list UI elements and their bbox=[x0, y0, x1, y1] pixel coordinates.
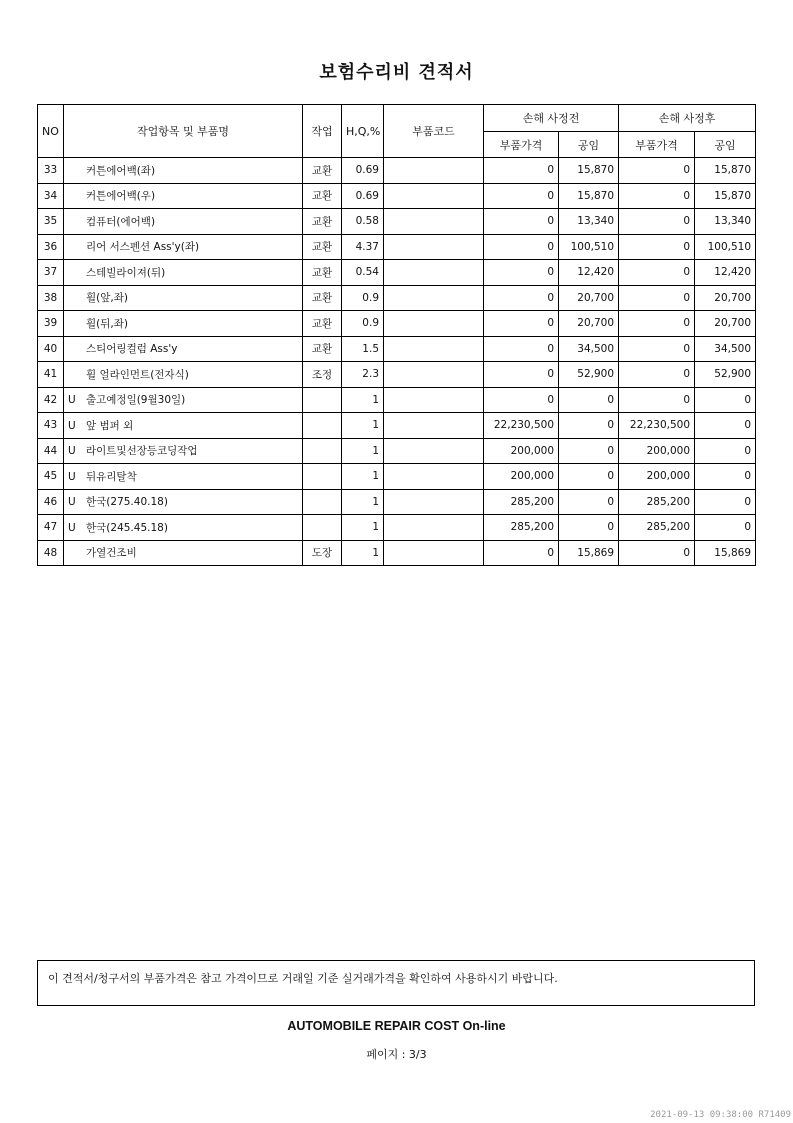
cell-after-labor: 13,340 bbox=[695, 209, 756, 235]
cell-item-name bbox=[64, 362, 303, 388]
cell-after-labor: 0 bbox=[695, 489, 756, 515]
cell-after-part-price: 200,000 bbox=[619, 464, 695, 490]
cell-hq: 1.5 bbox=[342, 336, 384, 362]
cell-item-name bbox=[64, 438, 303, 464]
cell-item-label: 휠 얼라인먼트(전자식) bbox=[86, 368, 189, 381]
cell-part-code bbox=[384, 438, 484, 464]
cell-before-labor: 12,420 bbox=[559, 260, 619, 286]
table-row bbox=[38, 336, 756, 362]
cell-work bbox=[303, 489, 342, 515]
cell-after-part-price: 0 bbox=[619, 209, 695, 235]
cell-no: 33 bbox=[38, 158, 64, 184]
table-row bbox=[38, 158, 756, 184]
estimate-rows bbox=[38, 158, 756, 566]
cell-before-labor: 52,900 bbox=[559, 362, 619, 388]
header-before-labor: 공임 bbox=[559, 132, 619, 158]
cell-before-part-price: 0 bbox=[484, 183, 559, 209]
cell-no: 43 bbox=[38, 413, 64, 439]
cell-after-part-price: 0 bbox=[619, 260, 695, 286]
cell-before-labor: 0 bbox=[559, 438, 619, 464]
cell-part-code bbox=[384, 489, 484, 515]
cell-before-part-price: 22,230,500 bbox=[484, 413, 559, 439]
cell-after-part-price: 0 bbox=[619, 336, 695, 362]
cell-part-code bbox=[384, 209, 484, 235]
cell-after-labor: 15,870 bbox=[695, 158, 756, 184]
footer-brand: AUTOMOBILE REPAIR COST On-line bbox=[287, 1019, 506, 1033]
cell-hq: 2.3 bbox=[342, 362, 384, 388]
cell-after-part-price: 200,000 bbox=[619, 438, 695, 464]
cell-after-part-price: 0 bbox=[619, 234, 695, 260]
cell-before-labor: 0 bbox=[559, 515, 619, 541]
cell-after-labor: 15,870 bbox=[695, 183, 756, 209]
cell-work: 교환 bbox=[303, 311, 342, 337]
cell-no: 37 bbox=[38, 260, 64, 286]
table-row bbox=[38, 311, 756, 337]
table-row bbox=[38, 489, 756, 515]
cell-part-code bbox=[384, 260, 484, 286]
table-row bbox=[38, 540, 756, 566]
cell-flag: U bbox=[68, 496, 76, 509]
cell-before-labor: 15,870 bbox=[559, 183, 619, 209]
header-hq: H,Q,% bbox=[342, 105, 384, 158]
cell-before-part-price: 285,200 bbox=[484, 515, 559, 541]
cell-item-label: 스테빌라이져(뒤) bbox=[86, 266, 166, 279]
cell-after-part-price: 0 bbox=[619, 311, 695, 337]
cell-item-name bbox=[64, 540, 303, 566]
table-row bbox=[38, 209, 756, 235]
cell-after-labor: 0 bbox=[695, 438, 756, 464]
header-work: 작업 bbox=[303, 105, 342, 158]
cell-part-code bbox=[384, 336, 484, 362]
cell-after-labor: 12,420 bbox=[695, 260, 756, 286]
cell-item-name bbox=[64, 464, 303, 490]
cell-part-code bbox=[384, 387, 484, 413]
cell-before-part-price: 0 bbox=[484, 209, 559, 235]
cell-no: 34 bbox=[38, 183, 64, 209]
cell-after-part-price: 0 bbox=[619, 540, 695, 566]
cell-no: 47 bbox=[38, 515, 64, 541]
cell-after-labor: 100,510 bbox=[695, 234, 756, 260]
header-after-labor: 공임 bbox=[695, 132, 756, 158]
cell-work: 교환 bbox=[303, 158, 342, 184]
cell-before-labor: 34,500 bbox=[559, 336, 619, 362]
table-row bbox=[38, 387, 756, 413]
cell-work: 교환 bbox=[303, 336, 342, 362]
cell-no: 46 bbox=[38, 489, 64, 515]
cell-item-name bbox=[64, 209, 303, 235]
cell-item-name bbox=[64, 489, 303, 515]
print-timestamp: 2021-09-13 09:38:00 R71409 bbox=[650, 1110, 791, 1120]
cell-item-label: 휠(앞,좌) bbox=[86, 292, 128, 305]
cell-item-label: 리어 서스펜션 Ass'y(좌) bbox=[86, 241, 200, 254]
header-no: NO bbox=[38, 105, 64, 158]
cell-work bbox=[303, 387, 342, 413]
cell-item-label: 앞 범퍼 외 bbox=[86, 419, 134, 432]
cell-part-code bbox=[384, 158, 484, 184]
cell-before-labor: 15,870 bbox=[559, 158, 619, 184]
cell-before-part-price: 0 bbox=[484, 362, 559, 388]
cell-part-code bbox=[384, 515, 484, 541]
estimate-table bbox=[37, 104, 756, 566]
cell-item-label: 커튼에어백(좌) bbox=[86, 164, 156, 177]
cell-part-code bbox=[384, 183, 484, 209]
cell-before-part-price: 0 bbox=[484, 336, 559, 362]
cell-work: 교환 bbox=[303, 183, 342, 209]
cell-item-label: 출고예정일(9월30일) bbox=[86, 394, 186, 407]
cell-before-part-price: 200,000 bbox=[484, 464, 559, 490]
cell-no: 42 bbox=[38, 387, 64, 413]
price-notice: 이 견적서/청구서의 부품가격은 참고 가격이므로 거래일 기준 실거래가격을 확인하여 사용하시기 바랍니다. bbox=[37, 960, 755, 1006]
cell-hq: 0.58 bbox=[342, 209, 384, 235]
cell-item-name bbox=[64, 311, 303, 337]
cell-item-label: 한국(275.40.18) bbox=[86, 496, 168, 509]
cell-before-part-price: 0 bbox=[484, 234, 559, 260]
cell-item-name bbox=[64, 285, 303, 311]
cell-part-code bbox=[384, 540, 484, 566]
cell-flag: U bbox=[68, 521, 76, 534]
cell-before-labor: 0 bbox=[559, 464, 619, 490]
cell-after-labor: 52,900 bbox=[695, 362, 756, 388]
cell-hq: 4.37 bbox=[342, 234, 384, 260]
table-row bbox=[38, 515, 756, 541]
cell-before-part-price: 0 bbox=[484, 387, 559, 413]
cell-work bbox=[303, 464, 342, 490]
cell-part-code bbox=[384, 311, 484, 337]
cell-before-part-price: 0 bbox=[484, 260, 559, 286]
cell-after-part-price: 285,200 bbox=[619, 489, 695, 515]
header-item: 작업항목 및 부품명 bbox=[64, 105, 303, 158]
cell-work bbox=[303, 413, 342, 439]
cell-before-labor: 100,510 bbox=[559, 234, 619, 260]
cell-item-label: 한국(245.45.18) bbox=[86, 521, 168, 534]
cell-work: 조정 bbox=[303, 362, 342, 388]
cell-work bbox=[303, 515, 342, 541]
cell-after-part-price: 285,200 bbox=[619, 515, 695, 541]
cell-item-name bbox=[64, 515, 303, 541]
header-before-part-price: 부품가격 bbox=[484, 132, 559, 158]
cell-hq: 1 bbox=[342, 438, 384, 464]
cell-before-labor: 0 bbox=[559, 387, 619, 413]
cell-no: 41 bbox=[38, 362, 64, 388]
cell-after-labor: 15,869 bbox=[695, 540, 756, 566]
cell-hq: 1 bbox=[342, 489, 384, 515]
header-part-code: 부품코드 bbox=[384, 105, 484, 158]
cell-no: 40 bbox=[38, 336, 64, 362]
page-number: 페이지 : 3/3 bbox=[366, 1048, 427, 1061]
cell-before-labor: 0 bbox=[559, 413, 619, 439]
cell-hq: 0.69 bbox=[342, 183, 384, 209]
cell-hq: 1 bbox=[342, 515, 384, 541]
cell-work: 교환 bbox=[303, 285, 342, 311]
cell-work: 도장 bbox=[303, 540, 342, 566]
cell-no: 45 bbox=[38, 464, 64, 490]
header-after-adjustment: 손해 사정후 bbox=[619, 105, 756, 132]
cell-after-labor: 20,700 bbox=[695, 311, 756, 337]
cell-part-code bbox=[384, 285, 484, 311]
cell-flag: U bbox=[68, 445, 76, 458]
cell-item-name bbox=[64, 336, 303, 362]
table-row bbox=[38, 413, 756, 439]
document-title: 보험수리비 견적서 bbox=[319, 62, 474, 83]
cell-before-part-price: 0 bbox=[484, 158, 559, 184]
cell-no: 36 bbox=[38, 234, 64, 260]
cell-item-name bbox=[64, 183, 303, 209]
cell-hq: 0.9 bbox=[342, 311, 384, 337]
header-before-adjustment: 손해 사정전 bbox=[484, 105, 619, 132]
cell-no: 39 bbox=[38, 311, 64, 337]
cell-after-labor: 0 bbox=[695, 515, 756, 541]
cell-work bbox=[303, 438, 342, 464]
cell-before-labor: 20,700 bbox=[559, 311, 619, 337]
cell-hq: 0.9 bbox=[342, 285, 384, 311]
cell-part-code bbox=[384, 234, 484, 260]
table-row bbox=[38, 234, 756, 260]
cell-item-label: 가열건조비 bbox=[86, 547, 137, 560]
cell-before-part-price: 0 bbox=[484, 540, 559, 566]
table-row bbox=[38, 260, 756, 286]
cell-hq: 1 bbox=[342, 464, 384, 490]
cell-after-labor: 20,700 bbox=[695, 285, 756, 311]
cell-before-labor: 20,700 bbox=[559, 285, 619, 311]
cell-before-labor: 15,869 bbox=[559, 540, 619, 566]
cell-item-label: 스티어링컬럼 Ass'y bbox=[86, 343, 178, 356]
cell-item-name bbox=[64, 158, 303, 184]
cell-after-labor: 0 bbox=[695, 464, 756, 490]
cell-no: 38 bbox=[38, 285, 64, 311]
cell-flag: U bbox=[68, 394, 76, 407]
cell-before-part-price: 0 bbox=[484, 311, 559, 337]
table-row bbox=[38, 438, 756, 464]
header-after-part-price: 부품가격 bbox=[619, 132, 695, 158]
cell-no: 48 bbox=[38, 540, 64, 566]
cell-hq: 0.54 bbox=[342, 260, 384, 286]
cell-before-labor: 0 bbox=[559, 489, 619, 515]
cell-part-code bbox=[384, 413, 484, 439]
cell-no: 35 bbox=[38, 209, 64, 235]
table-row bbox=[38, 464, 756, 490]
table-row bbox=[38, 183, 756, 209]
cell-before-part-price: 285,200 bbox=[484, 489, 559, 515]
cell-work: 교환 bbox=[303, 260, 342, 286]
cell-after-part-price: 0 bbox=[619, 183, 695, 209]
cell-item-label: 커튼에어백(우) bbox=[86, 190, 156, 203]
cell-flag: U bbox=[68, 470, 76, 483]
table-row bbox=[38, 285, 756, 311]
cell-flag: U bbox=[68, 419, 76, 432]
cell-before-part-price: 200,000 bbox=[484, 438, 559, 464]
cell-after-part-price: 0 bbox=[619, 158, 695, 184]
cell-part-code bbox=[384, 362, 484, 388]
cell-work: 교환 bbox=[303, 234, 342, 260]
cell-after-labor: 0 bbox=[695, 387, 756, 413]
cell-before-part-price: 0 bbox=[484, 285, 559, 311]
cell-after-part-price: 0 bbox=[619, 387, 695, 413]
cell-part-code bbox=[384, 464, 484, 490]
cell-after-part-price: 0 bbox=[619, 285, 695, 311]
cell-item-name bbox=[64, 260, 303, 286]
table-row bbox=[38, 362, 756, 388]
cell-work: 교환 bbox=[303, 209, 342, 235]
cell-item-name bbox=[64, 387, 303, 413]
cell-hq: 1 bbox=[342, 387, 384, 413]
cell-item-label: 라이트및선장등코딩작업 bbox=[86, 445, 198, 458]
cell-item-name bbox=[64, 234, 303, 260]
cell-item-label: 컴퓨터(에어백) bbox=[86, 215, 156, 228]
cell-after-part-price: 0 bbox=[619, 362, 695, 388]
cell-hq: 1 bbox=[342, 413, 384, 439]
cell-no: 44 bbox=[38, 438, 64, 464]
cell-item-name bbox=[64, 413, 303, 439]
cell-before-labor: 13,340 bbox=[559, 209, 619, 235]
cell-hq: 0.69 bbox=[342, 158, 384, 184]
cell-hq: 1 bbox=[342, 540, 384, 566]
cell-item-label: 뒤유리탈착 bbox=[86, 470, 137, 483]
cell-after-labor: 34,500 bbox=[695, 336, 756, 362]
cell-after-part-price: 22,230,500 bbox=[619, 413, 695, 439]
cell-item-label: 휠(뒤,좌) bbox=[86, 317, 128, 330]
cell-after-labor: 0 bbox=[695, 413, 756, 439]
